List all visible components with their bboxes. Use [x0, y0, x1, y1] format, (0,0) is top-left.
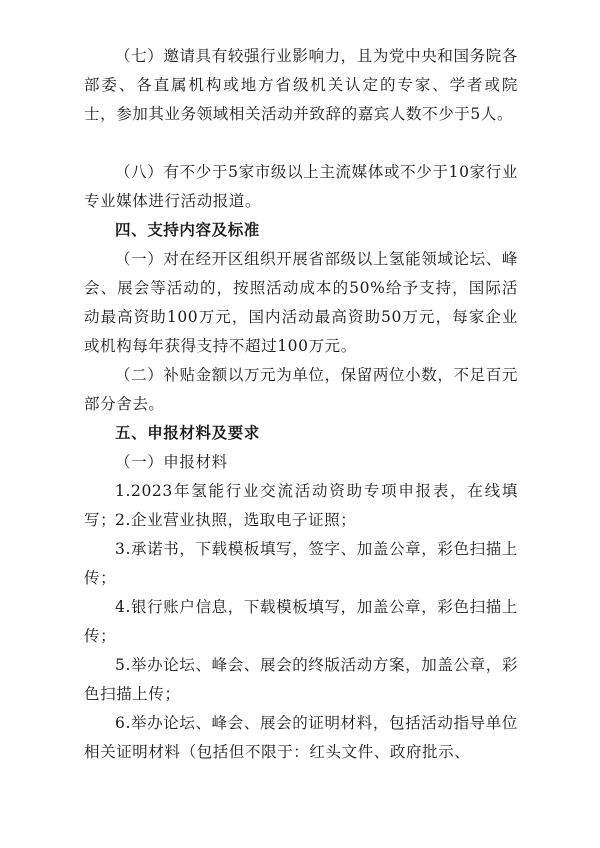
paragraph-item-7: （七）邀请具有较强行业影响力，且为党中央和国务院各部委、各直属机构或地方省级机关认定的专家、学者或院士，参加其业务领域相关活动并致辞的嘉宾人数不少于5人。	[84, 47, 518, 123]
list-item-2: 2.企业营业执照，选取电子证照；	[115, 511, 357, 529]
list-item-6: 6.举办论坛、峰会、展会的证明材料，包括活动指导单位相关证明材料（包括但不限于：红头文件、政府批示、	[84, 714, 518, 761]
section-heading-4: 四、支持内容及标准	[115, 221, 260, 239]
subheading-5-1: （一）申报材料	[115, 453, 228, 471]
list-item-5: 5.举办论坛、峰会、展会的终版活动方案，加盖公章，彩色扫描上传；	[84, 656, 518, 703]
list-item-1: 1.2023年氢能行业交流活动资助专项申报表，在线填写；	[84, 482, 518, 529]
list-item-4: 4.银行账户信息，下载模板填写，加盖公章，彩色扫描上传；	[84, 598, 518, 645]
paragraph-4-2: （二）补贴金额以万元为单位，保留两位小数，不足百元部分舍去。	[84, 366, 518, 413]
paragraph-4-1: （一）对在经开区组织开展省部级以上氢能领域论坛、峰会、展会等活动的，按照活动成本的50%给予支持，国际活动最高资助100万元，国内活动最高资助50万元，每家企业或机构每年获得支持不超过100万元。	[84, 250, 518, 355]
section-heading-5: 五、申报材料及要求	[115, 424, 260, 442]
paragraph-item-8: （八）有不少于5家市级以上主流媒体或不少于10家行业专业媒体进行活动报道。	[84, 163, 518, 210]
list-item-3: 3.承诺书，下载模板填写，签字、加盖公章，彩色扫描上传；	[84, 540, 518, 587]
